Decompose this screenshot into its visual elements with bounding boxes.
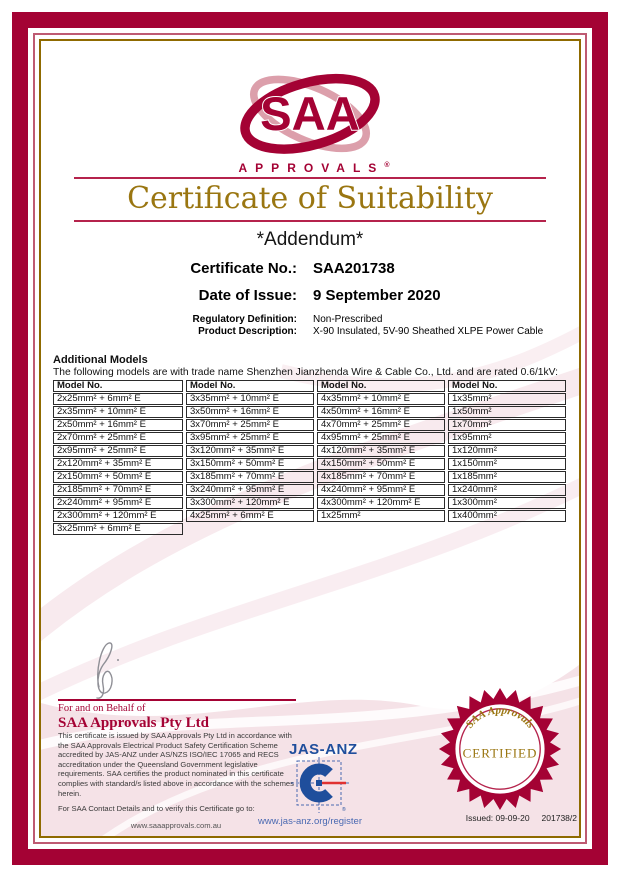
certificate-number-row	[41, 260, 579, 277]
table-row	[317, 471, 445, 483]
model-table-3	[317, 379, 445, 523]
model-table-4	[448, 379, 566, 523]
model-cell: 4x150mm² + 50mm² E	[317, 458, 445, 470]
model-cell: 1x150mm²	[448, 458, 566, 470]
table-row	[53, 419, 183, 431]
jas-anz-register-link[interactable]: www.jas-anz.org/register	[257, 816, 362, 827]
model-cell: 3x150mm² + 50mm² E	[186, 458, 314, 470]
model-cell: 2x25mm² + 6mm² E	[53, 393, 183, 405]
table-row	[448, 510, 566, 522]
model-cell: 1x95mm²	[448, 432, 566, 444]
model-cell: 1x70mm²	[448, 419, 566, 431]
addendum-subtitle: *Addendum*	[256, 229, 364, 250]
table-row	[448, 471, 566, 483]
logo-approvals-text: APPROVALS®	[238, 161, 390, 175]
table-row	[317, 406, 445, 418]
document-number: 201738/2	[541, 813, 577, 823]
model-cell: 1x25mm²	[317, 510, 445, 522]
model-cell: 2x95mm² + 25mm² E	[53, 445, 183, 457]
model-cell: 4x95mm² + 25mm² E	[317, 432, 445, 444]
table-row	[53, 445, 183, 457]
table-row	[186, 445, 314, 457]
table-row	[186, 393, 314, 405]
table-row	[448, 458, 566, 470]
model-cell: 3x240mm² + 95mm² E	[186, 484, 314, 496]
model-table-1	[53, 379, 183, 536]
logo-text: SAA	[260, 87, 360, 141]
model-cell: 3x70mm² + 25mm² E	[186, 419, 314, 431]
model-cell: 4x50mm² + 16mm² E	[317, 406, 445, 418]
table-row	[186, 497, 314, 509]
table-row	[448, 484, 566, 496]
model-cell: 2x300mm² + 120mm² E	[53, 510, 183, 522]
regulatory-definition-row	[41, 314, 579, 325]
model-column-header: Model No.	[317, 380, 445, 392]
model-cell: 1x400mm²	[448, 510, 566, 522]
table-row	[317, 484, 445, 496]
table-row	[53, 432, 183, 444]
model-cell: 4x185mm² + 70mm² E	[317, 471, 445, 483]
table-row	[186, 471, 314, 483]
seal-certified-text: CERTIFIED	[462, 745, 538, 761]
jas-anz-wordmark: JAS-ANZ	[289, 741, 358, 758]
table-row	[448, 419, 566, 431]
registered-mark: ®	[384, 162, 390, 169]
table-row	[317, 497, 445, 509]
model-cell: 4x35mm² + 10mm² E	[317, 393, 445, 405]
certificate-number-value: SAA201738	[313, 260, 395, 277]
product-description-value: X-90 Insulated, 5V-90 Sheathed XLPE Power Cable	[313, 326, 544, 337]
jas-anz-logo	[289, 757, 353, 815]
product-description-row	[41, 326, 579, 337]
model-cell: 3x35mm² + 10mm² E	[186, 393, 314, 405]
table-row	[317, 458, 445, 470]
jas-anz-reg-mark: ®	[342, 807, 346, 813]
model-cell: 2x240mm² + 95mm² E	[53, 497, 183, 509]
model-cell: 3x300mm² + 120mm² E	[186, 497, 314, 509]
model-cell: 4x120mm² + 35mm² E	[317, 445, 445, 457]
regulatory-definition-label: Regulatory Definition:	[192, 314, 297, 325]
model-cell: 3x120mm² + 35mm² E	[186, 445, 314, 457]
model-column-header: Model No.	[186, 380, 314, 392]
title-block	[74, 177, 546, 222]
table-row	[448, 432, 566, 444]
model-cell: 2x35mm² + 10mm² E	[53, 406, 183, 418]
model-cell: 4x25mm² + 6mm² E	[186, 510, 314, 522]
model-cell: 4x240mm² + 95mm² E	[317, 484, 445, 496]
table-row	[448, 393, 566, 405]
table-row	[317, 445, 445, 457]
table-row	[53, 471, 183, 483]
table-row	[53, 510, 183, 522]
regulatory-definition-value: Non-Prescribed	[313, 314, 383, 325]
table-row	[186, 419, 314, 431]
model-cell: 2x120mm² + 35mm² E	[53, 458, 183, 470]
table-row	[53, 497, 183, 509]
verify-instruction: For SAA Contact Details and to verify this Certificate go to:	[58, 804, 255, 814]
table-row	[186, 406, 314, 418]
model-column-header: Model No.	[53, 380, 183, 392]
model-tables	[53, 379, 566, 536]
seal-arc-text: SAA Approvals	[463, 704, 537, 731]
table-row	[317, 393, 445, 405]
table-row	[317, 419, 445, 431]
model-cell: 2x70mm² + 25mm² E	[53, 432, 183, 444]
model-cell: 3x185mm² + 70mm² E	[186, 471, 314, 483]
certificate-number-label: Certificate No.:	[190, 260, 297, 277]
legal-paragraph: This certificate is issued by SAA Approvals Pty Ltd in accordance with the SAA Approvals Electrical Product Safety Certification Scheme accredited by JAS-ANZ under AS/NZS ISO/IEC 17065 and RECS accreditation under the Queensland Government legislative requirements. SAA certifies the product nominated in this certificate complies with standard/s listed above in accordance with the schemes herein.	[58, 731, 294, 798]
additional-models-intro: The following models are with trade name Shenzhen Jianzhenda Wire & Cable Co., Ltd. and are rated 0.6/1kV:	[53, 367, 559, 378]
model-cell: 2x50mm² + 16mm² E	[53, 419, 183, 431]
page-title: Certificate of Suitability	[127, 181, 493, 216]
model-cell: 2x185mm² + 70mm² E	[53, 484, 183, 496]
table-row	[186, 510, 314, 522]
table-row	[186, 432, 314, 444]
saa-logo	[225, 63, 395, 161]
model-cell: 1x240mm²	[448, 484, 566, 496]
behalf-text: For and on Behalf of	[58, 703, 146, 714]
model-table-2	[186, 379, 314, 523]
signature-line	[58, 699, 296, 701]
table-row	[53, 523, 183, 535]
table-row	[317, 432, 445, 444]
table-row	[448, 497, 566, 509]
date-of-issue-value: 9 September 2020	[313, 287, 441, 304]
saa-website-link[interactable]: www.saaapprovals.com.au	[130, 820, 222, 830]
date-of-issue-row	[41, 287, 579, 304]
table-row	[53, 458, 183, 470]
model-cell: 3x25mm² + 6mm² E	[53, 523, 183, 535]
date-of-issue-label: Date of Issue:	[198, 287, 297, 304]
model-cell: 4x300mm² + 120mm² E	[317, 497, 445, 509]
product-description-label: Product Description:	[198, 326, 297, 337]
table-row	[53, 484, 183, 496]
issued-line	[466, 813, 577, 823]
table-row	[448, 406, 566, 418]
model-cell: 4x70mm² + 25mm² E	[317, 419, 445, 431]
additional-models-heading: Additional Models	[53, 354, 148, 366]
issued-date: Issued: 09-09-20	[465, 813, 530, 823]
model-cell: 1x300mm²	[448, 497, 566, 509]
model-cell: 3x95mm² + 25mm² E	[186, 432, 314, 444]
certificate-info	[41, 260, 579, 338]
signature-image	[81, 635, 131, 701]
model-cell: 2x150mm² + 50mm² E	[53, 471, 183, 483]
model-cell: 1x120mm²	[448, 445, 566, 457]
company-name: SAA Approvals Pty Ltd	[58, 715, 210, 731]
table-row	[53, 393, 183, 405]
model-cell: 1x35mm²	[448, 393, 566, 405]
certified-seal	[437, 686, 563, 812]
model-cell: 1x50mm²	[448, 406, 566, 418]
model-cell: 1x185mm²	[448, 471, 566, 483]
table-row	[317, 510, 445, 522]
table-row	[53, 406, 183, 418]
table-row	[448, 445, 566, 457]
table-row	[186, 458, 314, 470]
model-cell: 3x50mm² + 16mm² E	[186, 406, 314, 418]
model-column-header: Model No.	[448, 380, 566, 392]
table-row	[186, 484, 314, 496]
